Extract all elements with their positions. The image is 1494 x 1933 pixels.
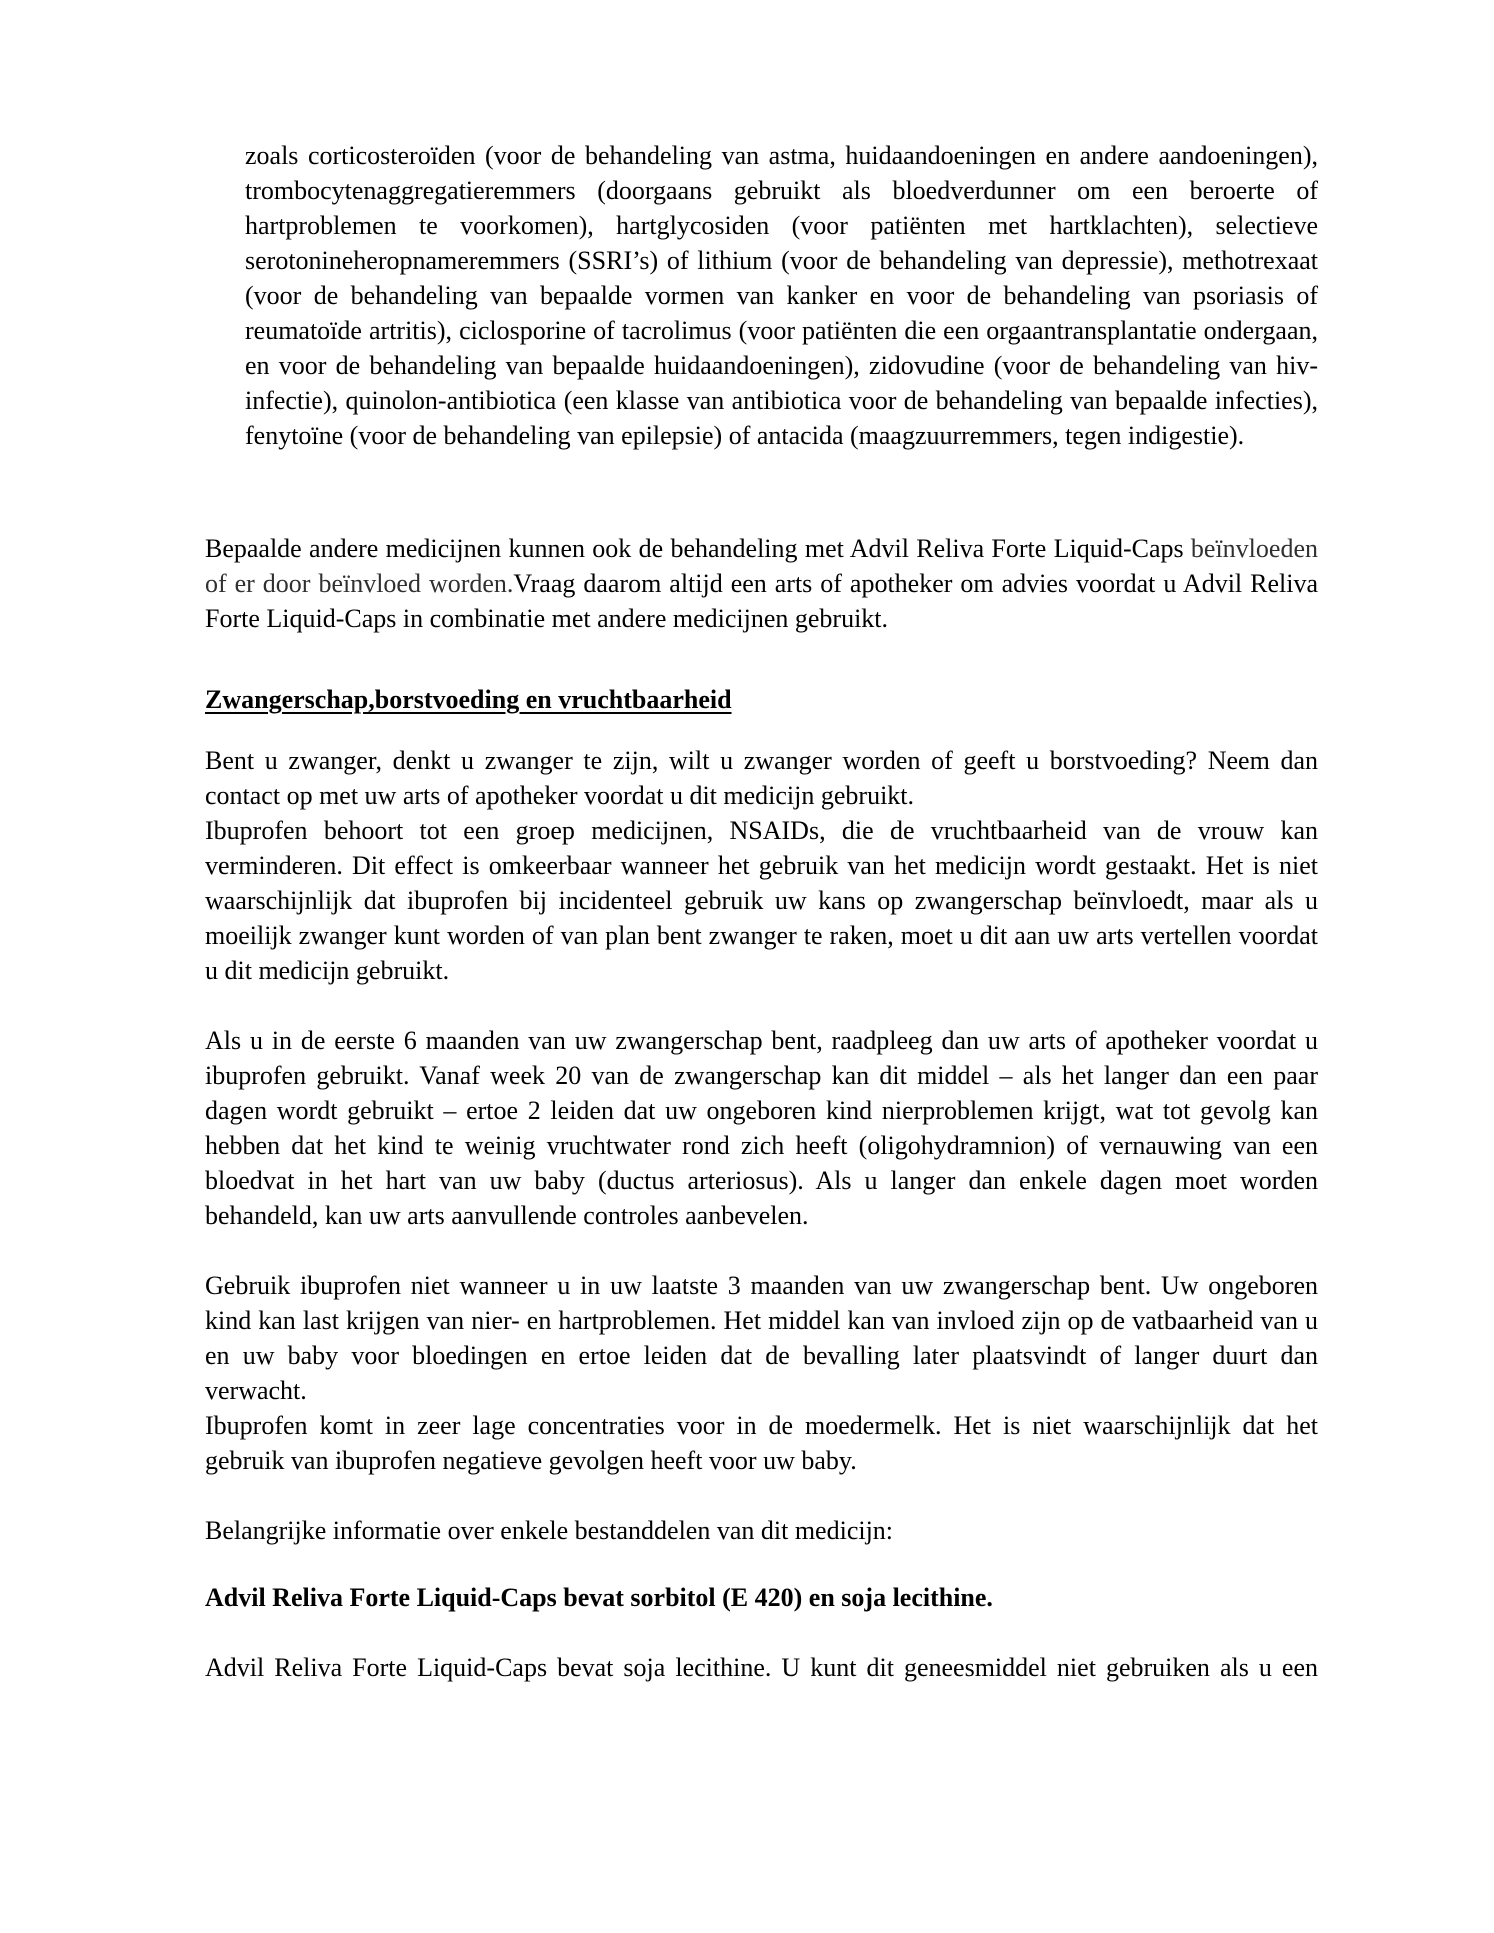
other-medicines-text-part1: Bepaalde andere medicijnen kunnen ook de behandeling met Advil Reliva Forte Liquid-Caps: [205, 534, 1191, 563]
first-six-months-paragraph: Als u in de eerste 6 maanden van uw zwangerschap bent, raadpleeg dan uw arts of apotheker voordat u ibuprofen gebruikt. Vanaf week 20 van de zwangerschap kan dit middel – als het langer dan een paar dagen wordt gebruikt – ertoe 2 leiden dat uw ongeboren kind nierproblemen krijgt, wat tot gevolg kan hebben dat het kind te weinig vruchtwater rond zich heeft (oligohydramnion) of vernauwing van een bloedvat in het hart van uw baby (ductus arteriosus). Als u langer dan enkele dagen moet worden behandeld, kan uw arts aanvullende controles aanbevelen.: [205, 1026, 1318, 1230]
last-trimester-text: Gebruik ibuprofen niet wanneer u in uw laatste 3 maanden van uw zwangerschap bent. Uw ongeboren kind kan last krijgen van nier- en hartproblemen. Het middel kan van invloed zijn op de vatbaarheid van u en uw baby voor bloedingen en ertoe leiden dat de bevalling later plaatsvindt of langer duurt dan verwacht.: [205, 1271, 1318, 1405]
soy-lecithin-paragraph: Advil Reliva Forte Liquid-Caps bevat soja lecithine. U kunt dit geneesmiddel niet gebruiken als u een: [205, 1653, 1318, 1682]
interactions-list-continuation: zoals corticosteroïden (voor de behandeling van astma, huidaandoeningen en andere aandoeningen), trombocytenaggregatieremmers (doorgaans gebruikt als bloedverdunner om een beroerte of hartproblemen te voorkomen), hartglycosiden (voor patiënten met hartklachten), selectieve serotonineheropnameremmers (SSRI’s) of lithium (voor de behandeling van depressie), methotrexaat (voor de behandeling van bepaalde vormen van kanker en voor de behandeling van psoriasis of reumatoïde artritis), ciclosporine of tacrolimus (voor patiënten die een orgaantransplantatie ondergaan, en voor de behandeling van bepaalde huidaandoeningen), zidovudine (voor de behandeling van hiv-infectie), quinolon-antibiotica (een klasse van antibiotica voor de behandeling van bepaalde infecties), fenytoïne (voor de behandeling van epilepsie) of antacida (maagzuurremmers, tegen indigestie).: [245, 141, 1318, 450]
pregnancy-section-heading: Zwangerschap,borstvoeding en vruchtbaarheid: [205, 685, 732, 714]
fertility-text: Ibuprofen behoort tot een groep medicijnen, NSAIDs, die de vruchtbaarheid van de vrouw kan verminderen. Dit effect is omkeerbaar wanneer het gebruik van het medicijn wordt gestaakt. Het is niet waarschijnlijk dat ibuprofen bij incidenteel gebruik uw kans op zwangerschap beïnvloedt, maar als u moeilijk zwanger kunt worden of van plan bent zwanger te raken, moet u dit aan uw arts vertellen voordat u dit medicijn gebruikt.: [205, 816, 1318, 985]
ingredients-intro-paragraph: Belangrijke informatie over enkele bestanddelen van dit medicijn:: [205, 1516, 894, 1545]
pregnancy-intro-paragraph: [205, 743, 1318, 988]
last-trimester-paragraph: [205, 1268, 1318, 1478]
breastfeeding-text: Ibuprofen komt in zeer lage concentraties voor in de moedermelk. Het is niet waarschijnlijk dat het gebruik van ibuprofen negatieve gevolgen heeft voor uw baby.: [205, 1411, 1318, 1475]
sorbitol-statement-heading: Advil Reliva Forte Liquid-Caps bevat sorbitol (E 420) en soja lecithine.: [205, 1583, 993, 1612]
other-medicines-paragraph: [205, 531, 1318, 636]
other-medicines-text-part2: beïnvloeden of er door beïnvloed worden.: [205, 534, 1318, 598]
pregnancy-intro-text: Bent u zwanger, denkt u zwanger te zijn, wilt u zwanger worden of geeft u borstvoeding? Neem dan contact op met uw arts of apotheker voordat u dit medicijn gebruikt.: [205, 746, 1318, 810]
other-medicines-text-part3: Vraag daarom altijd een arts of apotheker om advies voordat u Advil Reliva Forte Liquid-Caps in combinatie met andere medicijnen gebruikt.: [205, 569, 1318, 633]
